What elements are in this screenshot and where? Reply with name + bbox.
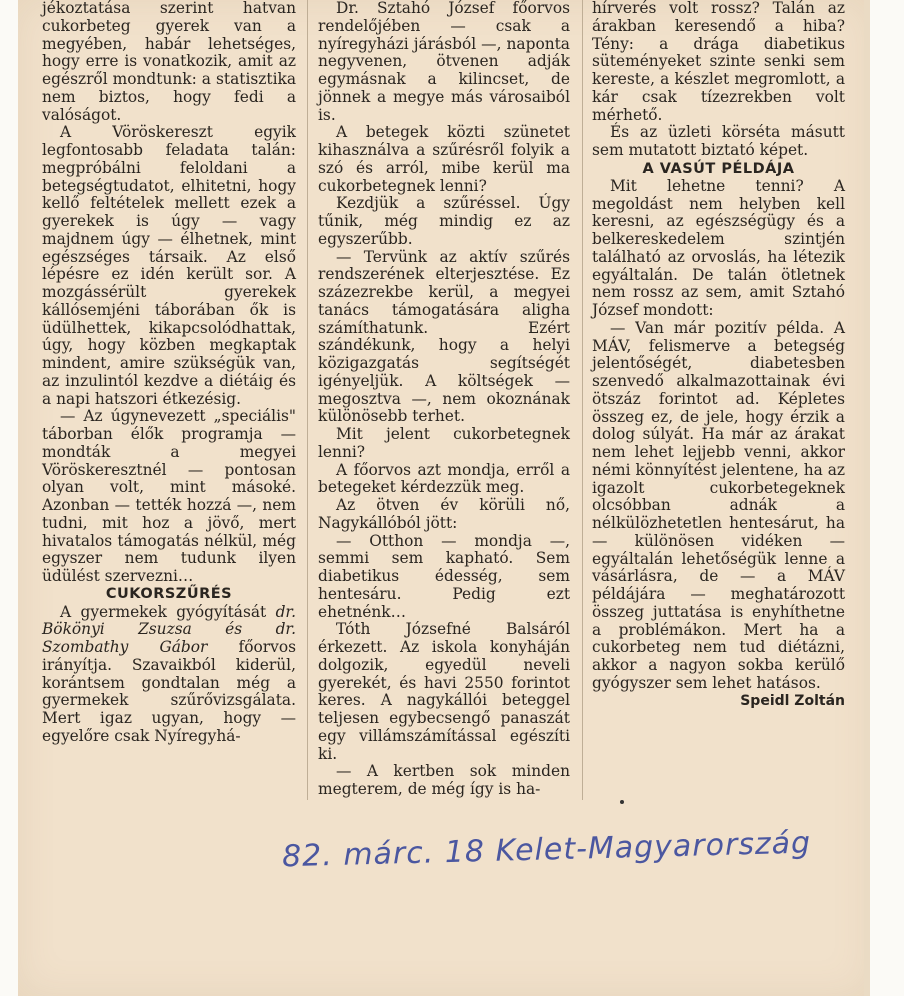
paragraph: — Van már pozitív példa. A MÁV, felismerve a betegség jelentőségét, diabetesben szenvedő alkalmazottainak évi ötszáz forintot ad. Képletes összeg ez, de jele, hogy érzik a dolog súlyát. Ha már az árakat nem lehet lejjebb venni, akkor némi könnyítést jelentene, ha az igazolt cukorbetegeknek olcsóbban adnák a nélkülözhetetlen hentesárut, ha — különösen vidéken — egyáltalán lehetőségük lenne a vásárlásra, de — a MÁV példájára — meghatározott összeg juttatása is enyhíthetne a problémákon. Mert ha a cukorbeteg nem tud diétázni, akkor a nagyon sokba kerülő gyógyszer sem lehet hatásos. [592, 318, 845, 692]
paragraph: — Az úgynevezett „speciális" táborban élők programja — mondták a megyei Vöröskeresztnél — pontosan olyan volt, mint másoké. Azonban — tették hozzá —, nem tudni, mit hoz a jövő, mert hivatalos támogatás nélkül, még egyszer nem tudunk ilyen üdülést szervezni… [42, 407, 296, 585]
paragraph: Az ötven év körüli nő, Nagykállóból jött: [318, 496, 570, 532]
paragraph: Dr. Sztahó József főorvos rendelőjében — csak a nyíregyházi járásból —, naponta negyvenen, ötvenen adják egymásnak a kilincset, de jönnek a megye más városaiból is. [318, 0, 570, 124]
paragraph-text: főorvos irányítja. Szavaikból kiderül, korántsem gondtalan még a gyermekek szűrővizsgálata. Mert igaz ugyan, hogy — egyelőre csak Nyíregyhá- [42, 638, 296, 745]
article-column-1 [42, 0, 296, 746]
column-divider [307, 0, 308, 800]
paragraph: — A kertben sok minden megterem, de még így is ha- [318, 762, 570, 798]
paragraph-text: A gyermekek gyógyítását [60, 602, 267, 621]
column-divider [582, 0, 583, 800]
article-column-2 [318, 0, 570, 799]
paragraph: A betegek közti szünetet kihasználva a szűrésről folyik a szó és arról, mibe kerül ma cukorbetegnek lenni? [318, 123, 570, 195]
paragraph: — Tervünk az aktív szűrés rendszerének elterjesztése. Ez százezrekbe kerül, a megyei tanács támogatására aligha számíthatunk. Ezért szándékunk, hogy a helyi közigazgatás segítségét igényeljük. A költségek — megosztva —, nem okoznának különösebb terhet. [318, 247, 570, 426]
paragraph: A főorvos azt mondja, erről a betegeket kérdezzük meg. [318, 460, 570, 497]
paragraph: — Otthon — mondja —, semmi sem kapható. Sem diabetikus édesség, sem hentesáru. Pedig ezt ehetnénk… [318, 531, 570, 621]
doctor-names: dr. Bökönyi Zsuzsa és dr. Szombathy Gábor [42, 602, 296, 656]
section-heading: A VASÚT PÉLDÁJA [642, 160, 795, 177]
article-column-3 [592, 0, 845, 710]
paragraph: Kezdjük a szűréssel. Úgy tűnik, még mindig ez az egyszerűbb. [318, 194, 570, 248]
paragraph: Tóth Józsefné Balsáról érkezett. Az iskola konyháján dolgozik, egyedül neveli gyerekét, és havi 2550 forintot keres. A nagykállói beteggel teljesen egybecsengő panaszát egy villámszámítással egészíti ki. [318, 620, 570, 763]
paragraph: És az üzleti körséta másutt sem mutatott biztató képet. [592, 123, 845, 159]
author-byline: Speidl Zoltán [740, 692, 845, 709]
paragraph: jékoztatása szerint hatvan cukorbeteg gyerek van a megyében, habár lehetséges, hogy erre is vonatkozik, amit az egészről mondtunk: a statisztika nem biztos, hogy fedi a valóságot. [42, 0, 296, 124]
paragraph: A Vöröskereszt egyik legfontosabb feladata talán: megpróbálni feloldani a betegségtudatot, elhitetni, hogy kellő feltételek mellett ezek a gyerekek is úgy — vagy majdnem úgy — élhetnek, mint egészséges társaik. Az első lépésre ez idén került sor. A mozgássérült gyerekek kállósemjéni táborában ők is üdülhettek, kikapcsolódhattak, úgy, hogy közben megkaptak mindent, amire szükségük van, az inzulintól kezdve a diétáig és a napi hatszori étkezésig. [42, 123, 296, 408]
paragraph: Mit lehetne tenni? A megoldást nem helyben kell keresni, az egészségügy és a belkereskedelem szintjén található az orvoslás, ha létezik egyáltalán. De talán ötletnek nem rossz az sem, amit Sztahó József mondott: [592, 176, 845, 319]
paragraph: Mit jelent cukorbetegnek lenni? [318, 425, 570, 461]
paragraph: hírverés volt rossz? Talán az árakban keresendő a hiba? Tény: a drága diabetikus süteményeket szinte senki sem kereste, a készlet megromlott, a kár csak tízezrekben volt mérhető. [592, 0, 845, 124]
paragraph [42, 604, 296, 746]
handwritten-note: 82. márc. 18 Kelet-Magyarország [281, 825, 812, 875]
clipping-edge [864, 0, 870, 996]
section-heading: CUKORSZŰRÉS [105, 585, 233, 602]
ink-dot [620, 800, 624, 804]
